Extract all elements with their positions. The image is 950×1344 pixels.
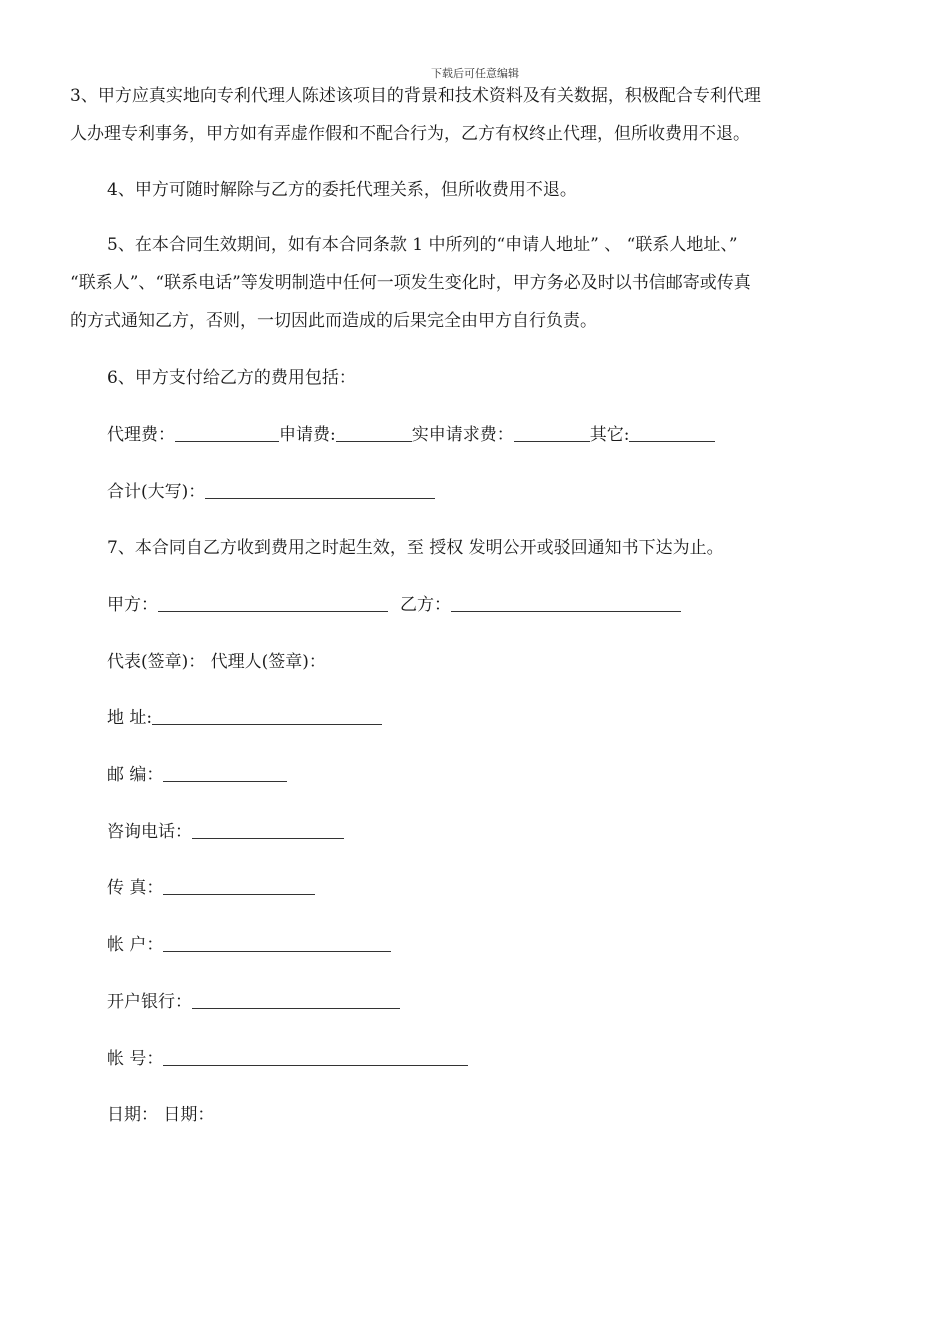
account-line: [107, 927, 927, 964]
agency-fee-label: 代理费：: [107, 425, 175, 445]
total-line: [107, 474, 927, 511]
address-label: 地 址:: [107, 708, 153, 728]
total-label: 合计(大写)：: [107, 482, 206, 502]
account-blank[interactable]: [163, 935, 391, 952]
phone-line: [107, 814, 927, 851]
clause-3-line-1: 3、甲方应真实地向专利代理人陈述该项目的背景和技术资料及有关数据，积极配合专利代理: [70, 86, 761, 106]
phone-label: 咨询电话：: [107, 822, 192, 842]
postcode-label: 邮 编：: [107, 765, 164, 785]
account-label: 帐 户：: [107, 935, 164, 955]
total-blank[interactable]: [205, 482, 435, 499]
parties-line: [107, 587, 927, 624]
party-a-blank[interactable]: [158, 595, 388, 612]
examination-fee-label: 实申请求费：: [411, 425, 514, 445]
clause-4: 4、甲方可随时解除与乙方的委托代理关系，但所收费用不退。: [107, 180, 577, 200]
fax-blank[interactable]: [163, 878, 315, 895]
phone-blank[interactable]: [192, 822, 344, 839]
clause-7: 7、本合同自乙方收到费用之时起生效，至 授权 发明公开或驳回通知书下达为止。: [107, 538, 724, 558]
representative-line: 代表(签章)： 代理人(签章)：: [107, 652, 326, 672]
clause-5-line-3: 的方式通知乙方，否则，一切因此而造成的后果完全由甲方自行负责。: [70, 311, 597, 331]
application-fee-blank[interactable]: [336, 425, 412, 442]
clause-5-line-2: “联系人”、“联系电话”等发明制造中任何一项发生变化时，甲方务必及时以书信邮寄或传真: [70, 273, 751, 293]
bank-blank[interactable]: [192, 992, 400, 1009]
party-a-label: 甲方：: [107, 595, 158, 615]
party-b-blank[interactable]: [451, 595, 681, 612]
bank-line: [107, 984, 927, 1021]
agency-fee-blank[interactable]: [175, 425, 279, 442]
clause-3-line-2: 人办理专利事务，甲方如有弄虚作假和不配合行为，乙方有权终止代理，但所收费用不退。: [70, 124, 750, 144]
other-fee-label: 其它:: [589, 425, 630, 445]
address-blank[interactable]: [152, 708, 382, 725]
fax-label: 传 真：: [107, 878, 164, 898]
page-header: 下载后可任意编辑: [431, 67, 519, 80]
address-line: [107, 700, 927, 737]
clause-6: 6、甲方支付给乙方的费用包括：: [107, 368, 356, 388]
bank-label: 开户银行：: [107, 992, 192, 1012]
fax-line: [107, 870, 927, 907]
clause-5-line-1: 5、在本合同生效期间，如有本合同条款 1 中所列的“申请人地址” 、 “联系人地址、”: [107, 235, 738, 255]
party-b-label: 乙方：: [400, 595, 451, 615]
postcode-blank[interactable]: [163, 765, 287, 782]
examination-fee-blank[interactable]: [514, 425, 590, 442]
account-number-line: [107, 1041, 927, 1078]
account-number-label: 帐 号：: [107, 1049, 164, 1069]
date-line: 日期： 日期：: [107, 1105, 215, 1125]
postcode-line: [107, 757, 927, 794]
application-fee-label: 申请费:: [279, 425, 336, 445]
fees-line: [107, 417, 927, 454]
other-fee-blank[interactable]: [629, 425, 715, 442]
account-number-blank[interactable]: [163, 1049, 468, 1066]
